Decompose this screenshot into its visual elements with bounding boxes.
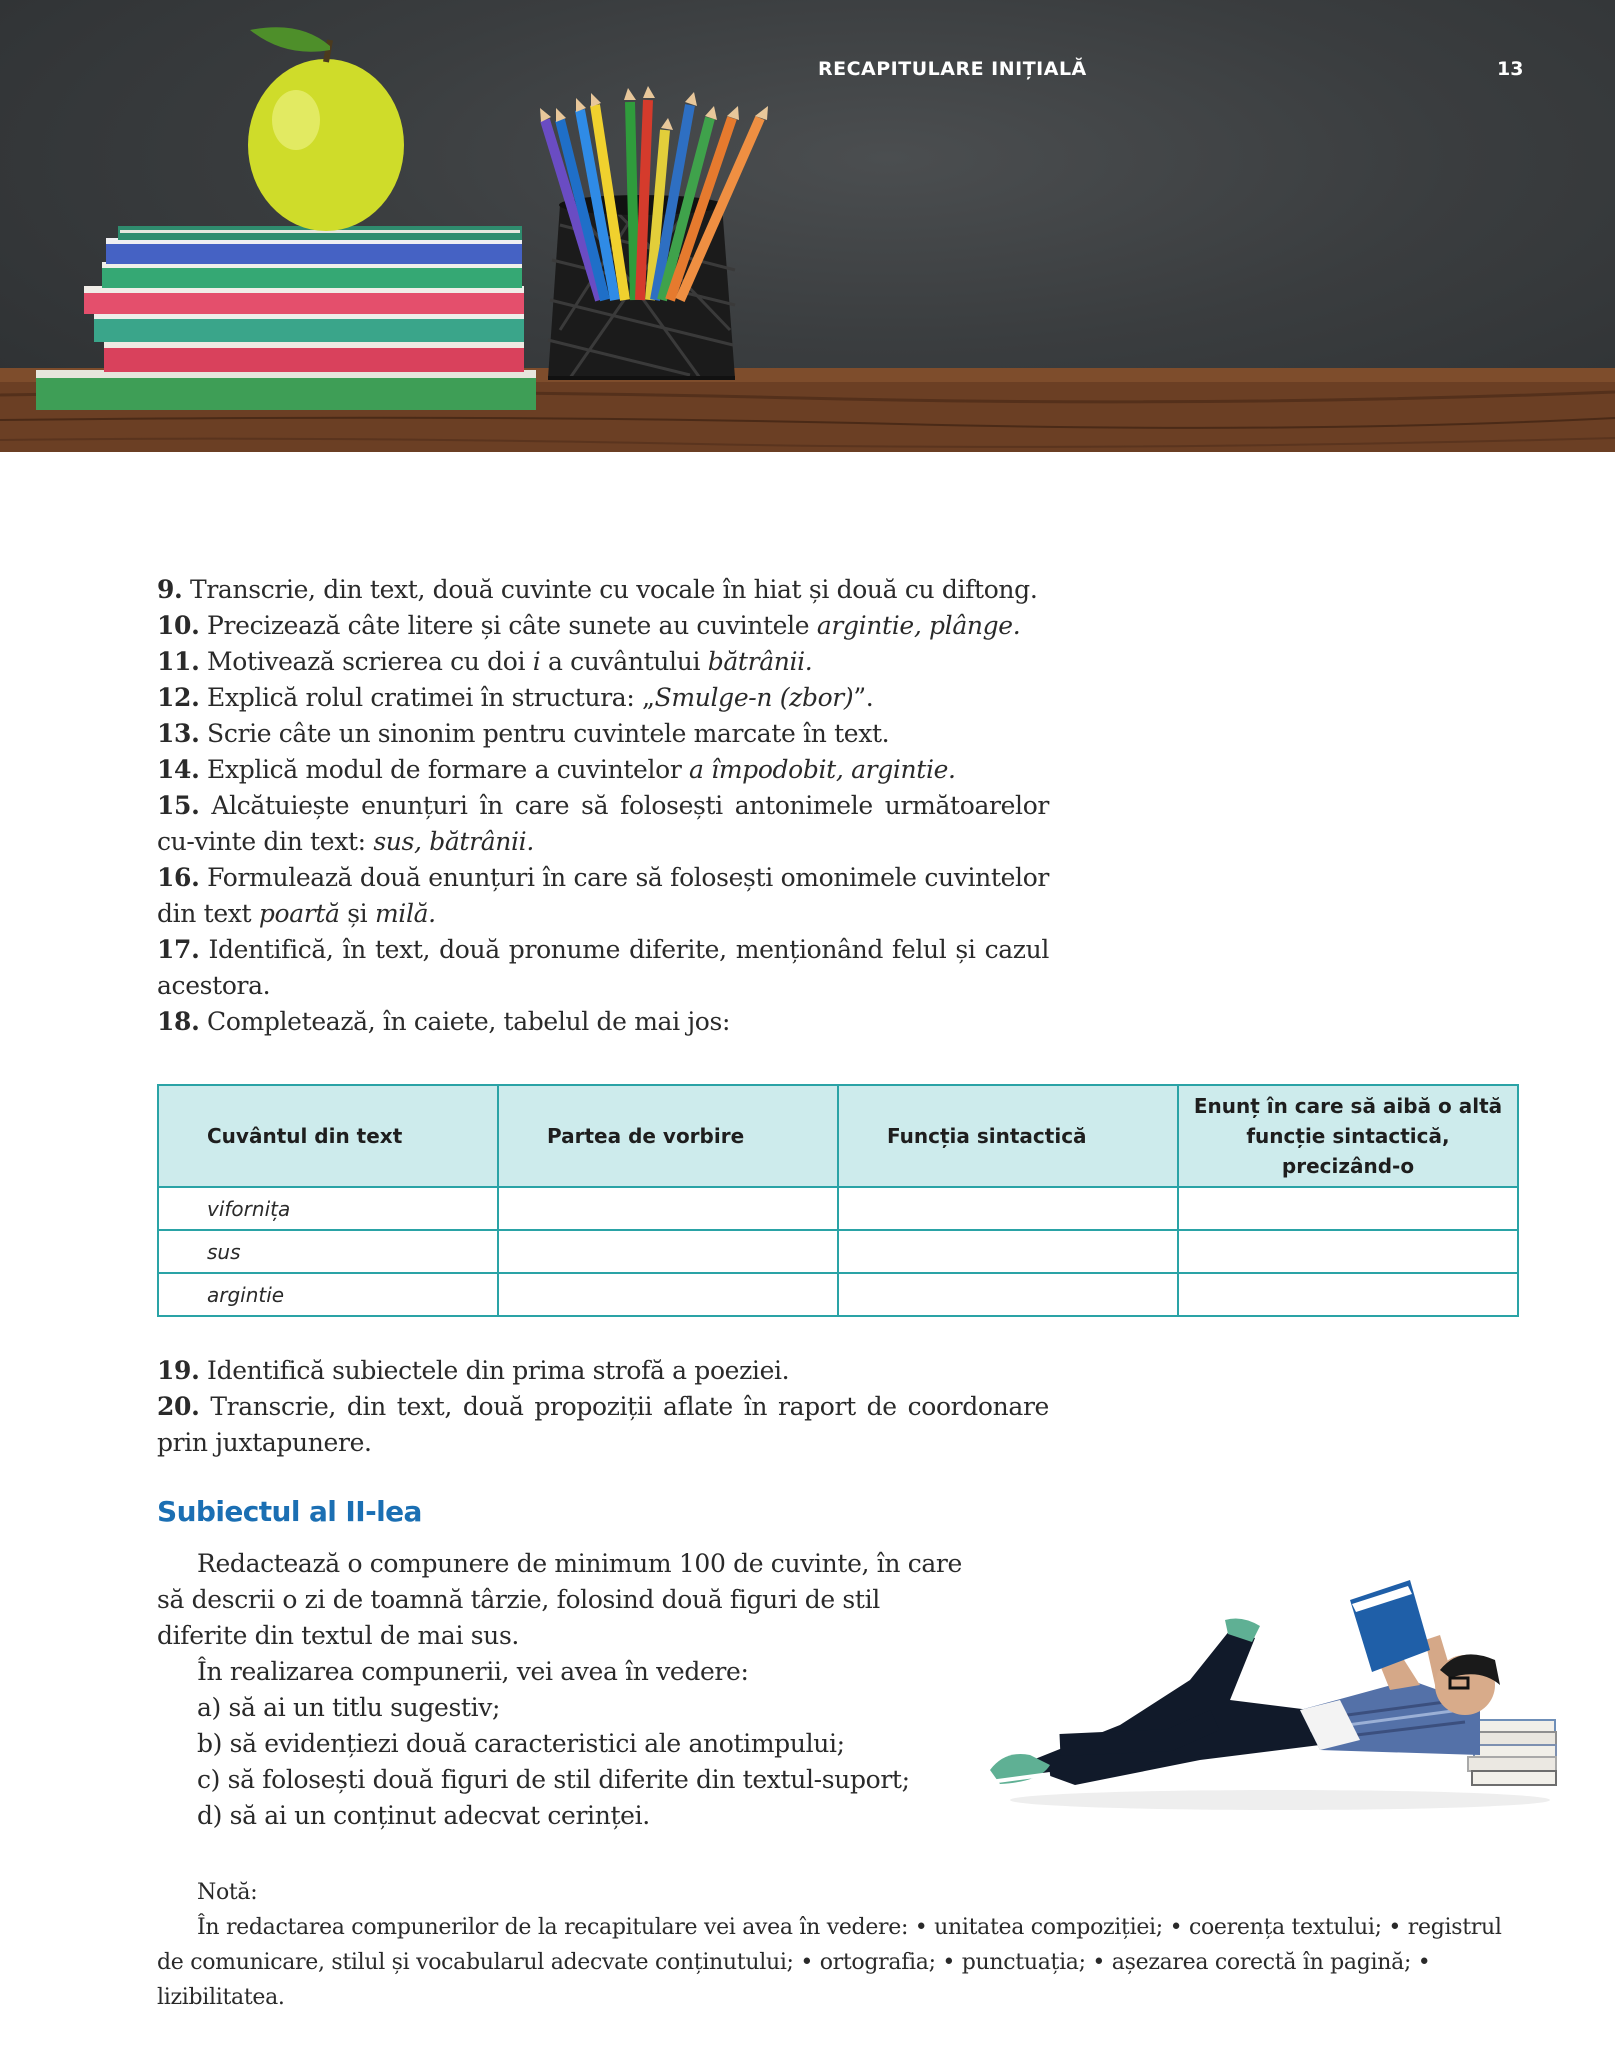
table-row xyxy=(158,1187,1518,1230)
requirement-item: d) să ai un conținut adecvat cerinței. xyxy=(197,1801,650,1830)
exercise-item: 10. Precizează câte litere și câte sunete au cuvintele argintie, plânge. xyxy=(157,611,1021,640)
exercise-item: 9. Transcrie, din text, două cuvinte cu vocale în hiat și două cu diftong. xyxy=(157,575,1038,604)
exercise-item: 16. Formulează două enunțuri în care să folosești omonimele cuvintelor din text poartă și milă. xyxy=(157,863,1049,928)
table-row xyxy=(158,1230,1518,1273)
exercise-item: 19. Identifică subiectele din prima strofă a poeziei. xyxy=(157,1356,790,1385)
books-stack xyxy=(36,226,536,410)
column-header: Enunț în care să aibă o altă funcție sintactică, precizând-o xyxy=(1178,1085,1518,1187)
table-cell xyxy=(838,1273,1178,1316)
exercise-item: 13. Scrie câte un sinonim pentru cuvintele marcate în text. xyxy=(157,719,890,748)
table-cell xyxy=(838,1187,1178,1230)
table-cell xyxy=(1178,1187,1518,1230)
school-supplies-illustration xyxy=(0,0,1615,452)
section-heading: Subiectul al II-lea xyxy=(157,1495,422,1528)
apple xyxy=(248,27,404,231)
note-label: Notă: xyxy=(197,1880,258,1905)
table-cell xyxy=(838,1230,1178,1273)
page-number: 13 xyxy=(1497,58,1524,80)
requirement-item: a) să ai un titlu sugestiv; xyxy=(197,1693,501,1722)
exercise-item: 17. Identifică, în text, două pronume diferite, menționând felul și cazul acestora. xyxy=(157,935,1049,1000)
exercise-item: 14. Explică modul de formare a cuvintelor a împodobit, argintie. xyxy=(157,755,956,784)
requirement-item: b) să evidențiezi două caracteristici ale anotimpului; xyxy=(197,1729,845,1758)
exercise-item: 11. Motivează scrierea cu doi i a cuvântului bătrânii. xyxy=(157,647,813,676)
table-cell xyxy=(498,1187,838,1230)
column-header: Funcția sintactică xyxy=(838,1085,1178,1187)
note-text: În redactarea compunerilor de la recapitulare vei avea în vedere: • unitatea compoziției; • coerența textului; • registrul de comunicare, stilul și vocabularul adecvate conținutului; • ortografia; • punctuația; • așezarea corectă în pagină; • lizibilitatea. xyxy=(157,1915,1502,2010)
table-cell: sus xyxy=(158,1230,498,1273)
exercise-item: 15. Alcătuiește enunțuri în care să folosești antonimele următoarelor cu-vinte din text: sus, bătrânii. xyxy=(157,791,1049,856)
requirements-lead: În realizarea compunerii, vei avea în vedere: xyxy=(197,1657,749,1686)
table-cell xyxy=(1178,1273,1518,1316)
task-intro: Redactează o compunere de minimum 100 de cuvinte, în care să descrii o zi de toamnă târzie, folosind două figuri de stil diferite din textul de mai sus. xyxy=(157,1549,962,1650)
exercise-list xyxy=(157,572,1049,1040)
table-cell xyxy=(498,1230,838,1273)
student-reading-illustration xyxy=(980,1560,1560,1820)
exercise-item: 18. Completează, în caiete, tabelul de mai jos: xyxy=(157,1007,731,1036)
exercise-item: 20. Transcrie, din text, două propoziții aflate în raport de coordonare prin juxtapunere. xyxy=(157,1392,1049,1457)
analysis-table xyxy=(157,1084,1519,1317)
column-header: Partea de vorbire xyxy=(498,1085,838,1187)
header-banner-photo xyxy=(0,0,1615,452)
essay-task xyxy=(157,1546,977,1834)
column-header: Cuvântul din text xyxy=(158,1085,498,1187)
table-cell: vifornița xyxy=(158,1187,498,1230)
running-head: RECAPITULARE INIȚIALĂ xyxy=(818,58,1087,80)
exercise-item: 12. Explică rolul cratimei în structura: „Smulge-n (zbor)”. xyxy=(157,683,874,712)
table-cell: argintie xyxy=(158,1273,498,1316)
note-block xyxy=(157,1875,1519,2015)
table-cell xyxy=(498,1273,838,1316)
table-cell xyxy=(1178,1230,1518,1273)
table-header-row xyxy=(158,1085,1518,1187)
exercise-list-continued xyxy=(157,1353,1049,1461)
requirement-item: c) să folosești două figuri de stil diferite din textul-suport; xyxy=(197,1765,910,1794)
table-row xyxy=(158,1273,1518,1316)
